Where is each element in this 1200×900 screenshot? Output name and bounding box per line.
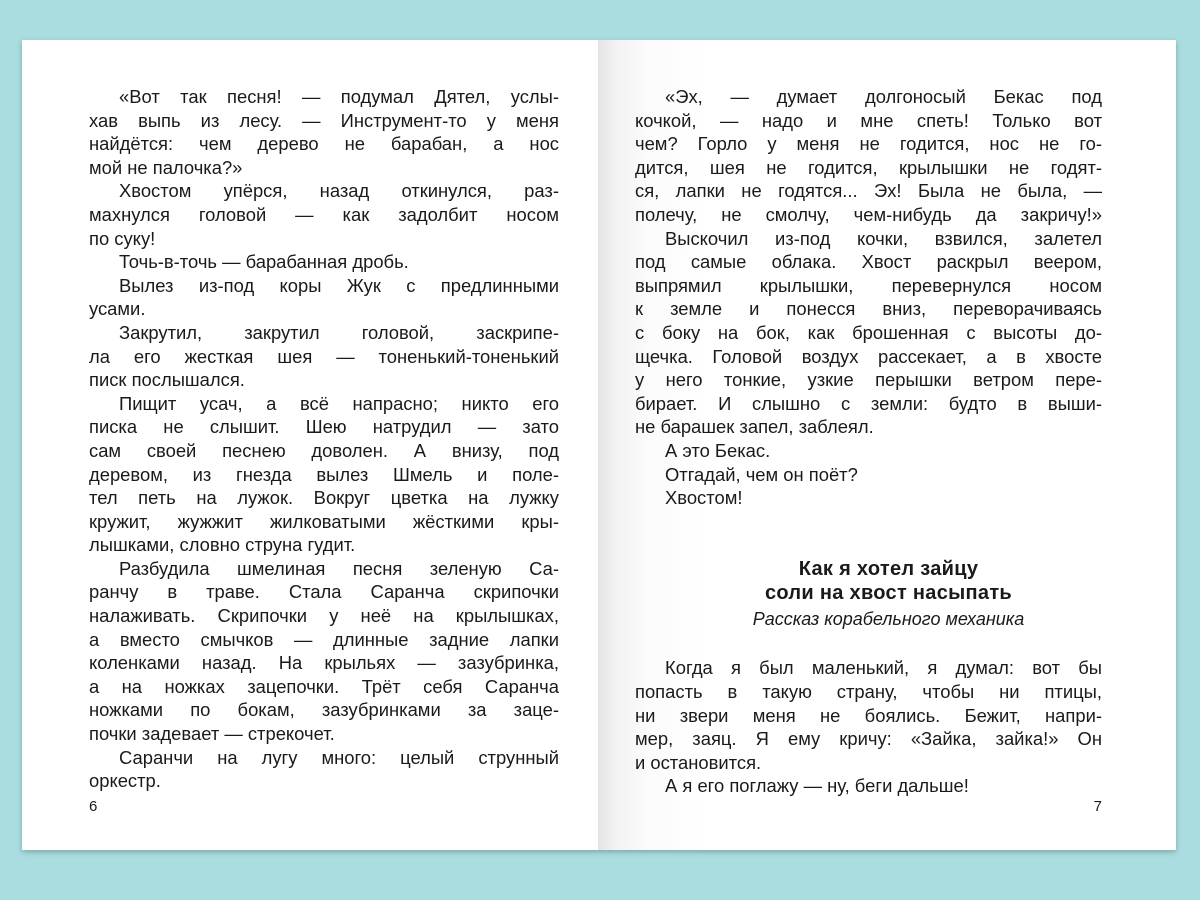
left-page bbox=[22, 40, 598, 850]
text-line: Хвостом упёрся, назад откинулся, раз- bbox=[119, 180, 559, 202]
text-line: деревом, из гнезда вылез Шмель и поле- bbox=[89, 463, 559, 485]
text-line: Пищит усач, а всё напрасно; никто его bbox=[119, 392, 559, 414]
chapter-subtitle: Рассказ корабельного механика bbox=[752, 608, 1025, 629]
text-line: ла его жесткая шея — тоненький-тоненький bbox=[89, 345, 559, 367]
text-line: мер, заяц. Я ему кричу: «Зайка, зайка!» Он bbox=[635, 728, 1102, 750]
text-line: налаживать. Скрипочки у неё на крылышках, bbox=[89, 605, 559, 627]
chapter-heading bbox=[635, 557, 1102, 633]
text-line: ножками по бокам, зазубринками за заце- bbox=[89, 699, 559, 721]
section-gap bbox=[635, 510, 1102, 534]
text-line: найдётся: чем дерево не барабан, а нос bbox=[89, 133, 559, 155]
text-line: А я его поглажу — ну, беги дальше! bbox=[665, 775, 969, 797]
text-line: «Вот так песня! — подумал Дятел, услы- bbox=[119, 86, 559, 107]
text-line: Разбудила шмелиная песня зеленую Са- bbox=[119, 557, 559, 579]
text-line: Выскочил из-под кочки, взвился, залетел bbox=[665, 227, 1102, 249]
page-number-right: 7 bbox=[1093, 798, 1102, 815]
text-line: усами. bbox=[89, 298, 146, 320]
text-line: Отгадай, чем он поёт? bbox=[665, 463, 858, 485]
chapter-title-line-1: Как я хотел зайцу bbox=[798, 557, 979, 580]
text-line: Саранчи на лугу много: целый струнный bbox=[119, 746, 559, 768]
text-line: кочкой, — надо и мне спеть! Только вот bbox=[635, 109, 1102, 131]
book-spread bbox=[22, 40, 1176, 850]
text-line: хав выпь из лесу. — Инструмент-то у меня bbox=[89, 109, 559, 131]
text-line: писка не слышит. Шею натрудил — зато bbox=[89, 416, 559, 438]
section-gap bbox=[635, 533, 1102, 557]
text-line: кружит, жужжит жилковатыми жёсткими кры- bbox=[89, 510, 559, 532]
text-line: бирает. И слышно с земли: будто в выши- bbox=[635, 392, 1102, 414]
text-line: попасть в такую страну, чтобы ни птицы, bbox=[635, 681, 1102, 703]
text-line: Закрутил, закрутил головой, заскрипе- bbox=[119, 321, 559, 343]
text-line: а вместо смычков — длинные задние лапки bbox=[89, 628, 559, 650]
text-line: к земле и понесся вниз, переворачиваясь bbox=[635, 298, 1102, 320]
text-line: дится, шея не годится, крылышки не годят- bbox=[635, 156, 1102, 178]
text-line: ся, лапки не годятся... Эх! Была не была, — bbox=[635, 180, 1102, 202]
text-line: Когда я был маленький, я думал: вот бы bbox=[665, 657, 1102, 679]
text-line: а на ножках зацепочки. Трёт себя Саранча bbox=[89, 675, 559, 697]
right-page-top-text bbox=[635, 85, 1102, 510]
text-line: тел петь на лужок. Вокруг цветка на лужку bbox=[89, 487, 559, 509]
text-line: ранчу в траве. Стала Саранча скрипочки bbox=[89, 581, 559, 603]
text-line: коленками назад. На крыльях — зазубринка, bbox=[89, 652, 559, 674]
text-line: чем? Горло у меня не годится, нос не го- bbox=[635, 133, 1102, 155]
text-line: с боку на бок, как брошенная с высоты до- bbox=[635, 321, 1102, 343]
text-line: Вылез из-под коры Жук с предлинными bbox=[119, 274, 559, 296]
text-line: Точь-в-точь — барабанная дробь. bbox=[119, 251, 409, 273]
text-line: Хвостом! bbox=[665, 487, 743, 509]
text-line: по суку! bbox=[89, 227, 156, 249]
chapter-title-line-2: соли на хвост насыпать bbox=[764, 581, 1013, 604]
right-page bbox=[598, 40, 1176, 850]
text-line: ни звери меня не боялись. Бежит, напри- bbox=[635, 704, 1102, 726]
text-line: оркестр. bbox=[89, 770, 161, 792]
text-line: щечка. Головой воздух рассекает, а в хвосте bbox=[635, 345, 1102, 367]
text-line: сам своей песнею доволен. А внизу, под bbox=[89, 439, 559, 461]
left-page-text bbox=[89, 85, 559, 793]
text-line: выпрямил крылышки, перевернулся носом bbox=[635, 274, 1102, 296]
text-line: писк послышался. bbox=[89, 369, 245, 391]
text-line: не барашек запел, заблеял. bbox=[635, 416, 874, 438]
text-line: почки задевает — стрекочет. bbox=[89, 723, 335, 745]
right-page-bottom-text bbox=[635, 656, 1102, 798]
text-line: «Эх, — думает долгоносый Бекас под bbox=[665, 86, 1102, 107]
text-line: полечу, не смолчу, чем-нибудь да закричу!» bbox=[635, 203, 1102, 225]
page-number-left: 6 bbox=[89, 798, 98, 815]
text-line: мой не палочка?» bbox=[89, 156, 243, 178]
section-gap bbox=[635, 633, 1102, 657]
text-line: под самые облака. Хвост раскрыл веером, bbox=[635, 251, 1102, 273]
text-line: и остановится. bbox=[635, 751, 762, 773]
text-line: лышками, словно струна гудит. bbox=[89, 534, 356, 556]
text-line: махнулся головой — как задолбит носом bbox=[89, 203, 559, 225]
text-line: А это Бекас. bbox=[665, 439, 771, 461]
right-page-text bbox=[635, 85, 1102, 798]
text-line: у него тонкие, узкие перышки ветром пере- bbox=[635, 369, 1102, 391]
